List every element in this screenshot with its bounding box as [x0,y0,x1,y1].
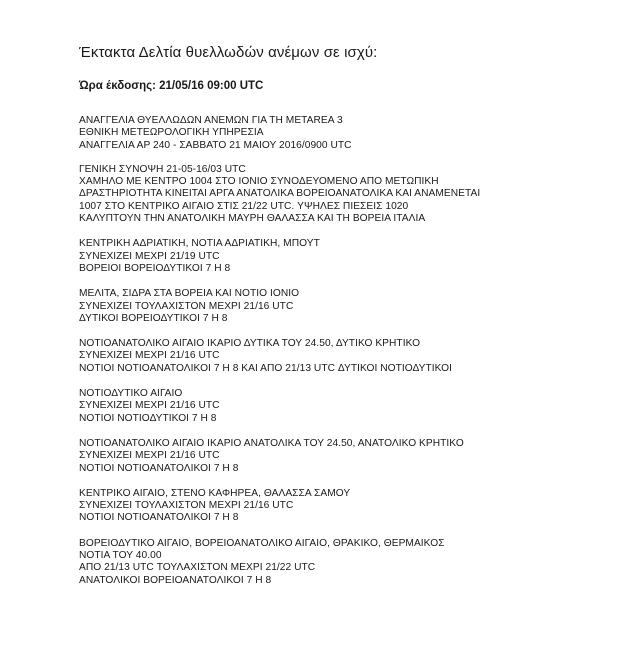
bulletin-line: ΑΝΑΓΓΕΛΙΑ ΑΡ 240 - ΣΑΒΒΑΤΟ 21 ΜΑΙΟΥ 2016/0900 UTC [79,139,352,151]
bulletin-line: ΚΕΝΤΡΙΚΗ ΑΔΡΙΑΤΙΚΗ, ΝΟΤΙΑ ΑΔΡΙΑΤΙΚΗ, ΜΠΟΥΤ [79,238,320,250]
bulletin-line: ΒΟΡΕΙΟΔΥΤΙΚΟ ΑΙΓΑΙΟ, ΒΟΡΕΙΟΑΝΑΤΟΛΙΚΟ ΑΙΓΑΙΟ, ΘΡΑΚΙΚΟ, ΘΕΡΜΑΙΚΟΣ [79,537,445,549]
bulletin-line: ΜΕΛΙΤΑ, ΣΙΔΡΑ ΣΤΑ ΒΟΡΕΙΑ ΚΑΙ ΝΟΤΙΟ ΙΟΝΙΟ [79,288,300,300]
bulletin-line: ΣΥΝΕΧΙΖΕΙ ΜΕΧΡΙ 21/19 UTC [79,250,220,262]
bulletin-line: ΧΑΜΗΛΟ ΜΕ ΚΕΝΤΡΟ 1004 ΣΤΟ ΙΟΝΙΟ ΣΥΝΟΔΕΥΟΜΕΝΟ ΑΠΟ ΜΕΤΩΠΙΚΗ [79,176,439,188]
bulletin-body [79,115,619,600]
bulletin-block [79,164,619,225]
bulletin-line: ΝΟΤΙΟΑΝΑΤΟΛΙΚΟ ΑΙΓΑΙΟ ΙΚΑΡΙΟ ΔΥΤΙΚΑ ΤΟΥ 24.50, ΔΥΤΙΚΟ ΚΡΗΤΙΚΟ [79,338,421,350]
page-title: Έκτακτα Δελτία θυελλωδών ανέμων σε ισχύ: [79,44,378,61]
bulletin-line: ΝΟΤΙΟΙ ΝΟΤΙΟΑΝΑΤΟΛΙΚΟΙ 7 Η 8 [79,512,239,524]
bulletin-line: ΑΝΑΤΟΛΙΚΟΙ ΒΟΡΕΙΟΑΝΑΤΟΛΙΚΟΙ 7 Η 8 [79,574,272,586]
bulletin-line: ΝΟΤΙΟΑΝΑΤΟΛΙΚΟ ΑΙΓΑΙΟ ΙΚΑΡΙΟ ΑΝΑΤΟΛΙΚΑ ΤΟΥ 24.50, ΑΝΑΤΟΛΙΚΟ ΚΡΗΤΙΚΟ [79,437,464,449]
bulletin-block [79,488,619,525]
bulletin-line: ΓΕΝΙΚΗ ΣΥΝΟΨΗ 21-05-16/03 UTC [79,163,246,175]
bulletin-line: ΣΥΝΕΧΙΖΕΙ ΤΟΥΛΑΧΙΣΤΟΝ ΜΕΧΡΙ 21/16 UTC [79,500,294,512]
bulletin-line: ΣΥΝΕΧΙΖΕΙ ΜΕΧΡΙ 21/16 UTC [79,350,220,362]
bulletin-line: ΕΘΝΙΚΗ ΜΕΤΕΩΡΟΛΟΓΙΚΗ ΥΠΗΡΕΣΙΑ [79,127,264,139]
bulletin-line: ΚΑΛΥΠΤΟΥΝ ΤΗΝ ΑΝΑΤΟΛΙΚΗ ΜΑΥΡΗ ΘΑΛΑΣΣΑ ΚΑΙ ΤΗ ΒΟΡΕΙΑ ΙΤΑΛΙΑ [79,213,426,225]
bulletin-line: ΑΠΟ 21/13 UTC ΤΟΥΛΑΧΙΣΤΟΝ ΜΕΧΡΙ 21/22 UTC [79,562,316,574]
bulletin-line: ΣΥΝΕΧΙΖΕΙ ΤΟΥΛΑΧΙΣΤΟΝ ΜΕΧΡΙ 21/16 UTC [79,300,294,312]
bulletin-block [79,438,619,475]
bulletin-line: ΣΥΝΕΧΙΖΕΙ ΜΕΧΡΙ 21/16 UTC [79,400,220,412]
bulletin-line: ΝΟΤΙΑ ΤΟΥ 40.00 [79,550,162,562]
bulletin-block [79,115,619,152]
bulletin-line: ΚΕΝΤΡΙΚΟ ΑΙΓΑΙΟ, ΣΤΕΝΟ ΚΑΦΗΡΕΑ, ΘΑΛΑΣΣΑ ΣΑΜΟΥ [79,487,351,499]
bulletin-line: 1007 ΣΤΟ ΚΕΝΤΡΙΚΟ ΑΙΓΑΙΟ ΣΤΙΣ 21/22 UTC. ΥΨΗΛΕΣ ΠΙΕΣΕΙΣ 1020 [79,200,409,212]
bulletin-block [79,238,619,275]
bulletin-line: ΑΝΑΓΓΕΛΙΑ ΘΥΕΛΛΩΔΩΝ ΑΝΕΜΩΝ ΓΙΑ ΤΗ METAREA 3 [79,115,343,126]
bulletin-line: ΔΥΤΙΚΟΙ ΒΟΡΕΙΟΔΥΤΙΚΟΙ 7 Η 8 [79,312,228,324]
bulletin-block [79,538,619,587]
bulletin-line: ΝΟΤΙΟΔΥΤΙΚΟ ΑΙΓΑΙΟ [79,388,183,400]
bulletin-block [79,388,619,425]
bulletin-block [79,288,619,325]
issue-time: Ώρα έκδοσης: 21/05/16 09:00 UTC [79,80,264,92]
bulletin-line: ΒΟΡΕΙΟΙ ΒΟΡΕΙΟΔΥΤΙΚΟΙ 7 Η 8 [79,262,231,274]
bulletin-line: ΔΡΑΣΤΗΡΙΟΤΗΤΑ ΚΙΝΕΙΤΑΙ ΑΡΓΑ ΑΝΑΤΟΛΙΚΑ ΒΟΡΕΙΟΑΝΑΤΟΛΙΚΑ ΚΑΙ ΑΝΑΜΕΝΕΤΑΙ [79,188,481,200]
bulletin-block [79,338,619,375]
bulletin-line: ΝΟΤΙΟΙ ΝΟΤΙΟΑΝΑΤΟΛΙΚΟΙ 7 Η 8 ΚΑΙ ΑΠΟ 21/13 UTC ΔΥΤΙΚΟΙ ΝΟΤΙΟΔΥΤΙΚΟΙ [79,362,453,374]
bulletin-line: ΣΥΝΕΧΙΖΕΙ ΜΕΧΡΙ 21/16 UTC [79,450,220,462]
bulletin-line: ΝΟΤΙΟΙ ΝΟΤΙΟΔΥΤΙΚΟΙ 7 Η 8 [79,412,217,424]
bulletin-line: ΝΟΤΙΟΙ ΝΟΤΙΟΑΝΑΤΟΛΙΚΟΙ 7 Η 8 [79,462,239,474]
